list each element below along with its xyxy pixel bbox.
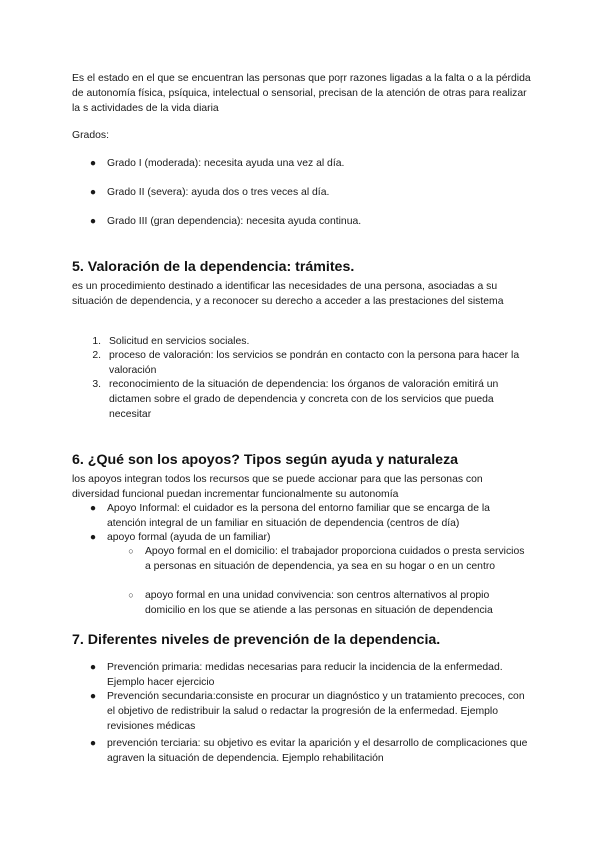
grade-item: ● Grado III (gran dependencia): necesita ayuda continua.	[89, 216, 362, 227]
support-item: ● apoyo formal (ayuda de un familiar)	[89, 532, 271, 543]
section5-paragraph: es un procedimiento destinado a identificar las necesidades de una persona, asociadas a su situación de dependencia, y a reconocer su derecho a acceder a las prestaciones del sistema	[72, 281, 504, 307]
bullet-icon: ●	[89, 532, 97, 543]
step-item: 2. proceso de valoración: los servicios se pondrán en contacto con la persona para hacer la valoración	[92, 348, 532, 378]
bullet-icon: ●	[89, 503, 97, 514]
sub-bullet-icon: ○	[128, 590, 134, 600]
grade-item: ● Grado I (moderada): necesita ayuda una vez al día.	[89, 158, 345, 169]
section6-paragraph: los apoyos integran todos los recursos que se puede accionar para que las personas con diversidad funcional puedan incrementar funcionalmente su autonomía	[72, 474, 483, 500]
step-item: 3. reconocimiento de la situación de dependencia: los órganos de valoración emitirá un dictamen sobre el grado de dependencia y concreta con de los servicios que pueda necesitar	[92, 377, 532, 422]
sub-bullet-icon: ○	[128, 546, 134, 556]
prevention-item: ● Prevención primaria: medidas necesarias para reducir la incidencia de la enfermedad. Ejemplo hacer ejercicio	[89, 662, 503, 688]
bullet-icon: ●	[89, 158, 97, 169]
step-item: 1. Solicitud en servicios sociales.	[92, 334, 532, 349]
prevention-item: ● prevención terciaria: su objetivo es evitar la aparición y el desarrollo de complicaciones que agraven la situación de dependencia. Ejemplo rehabilitación	[89, 738, 528, 764]
step-number: 2.	[92, 350, 101, 361]
bullet-icon: ●	[89, 738, 97, 749]
section6-heading: 6. ¿Qué son los apoyos? Tipos según ayuda y naturaleza	[72, 452, 459, 468]
grade-item: ● Grado II (severa): ayuda dos o tres veces al día.	[89, 187, 330, 198]
section7-heading: 7. Diferentes niveles de prevención de la dependencia.	[72, 632, 441, 648]
prevention-item: ● Prevención secundaria:consiste en procurar un diagnóstico y un tratamiento precoces, con el objetivo de redistribuir la salud o redactar la progresión de la enfermedad. Ejemplo revisiones médicas	[89, 691, 525, 732]
step-number: 3.	[92, 379, 101, 390]
bullet-icon: ●	[89, 662, 97, 673]
support-subitem: ○ Apoyo formal en el domicilio: el trabajador proporciona cuidados o presta servicios a personas en situación de dependencia, ya sea en su hogar o en un centro	[130, 544, 530, 574]
support-item: ● Apoyo Informal: el cuidador es la persona del entorno familiar que se encarga de la atención integral de un familiar en situación de dependencia (centros de día)	[89, 503, 490, 529]
intro-paragraph: Es el estado en el que se encuentran las personas que poŗr razones ligadas a la falta o a la pérdida de autonomía física, psíquica, intelectual o sensorial, precisan de la atención de otras para realizar la s actividades de la vida diaria	[72, 73, 531, 114]
bullet-icon: ●	[89, 187, 97, 198]
bullet-icon: ●	[89, 216, 97, 227]
bullet-icon: ●	[89, 691, 97, 702]
grades-label: Grados:	[72, 130, 109, 141]
step-number: 1.	[92, 336, 101, 347]
section5-heading: 5. Valoración de la dependencia: trámites.	[72, 259, 355, 275]
support-subitem: ○ apoyo formal en una unidad convivencia: son centros alternativos al propio domicilio en los que se atiende a las personas en situación de dependencia	[130, 588, 530, 618]
